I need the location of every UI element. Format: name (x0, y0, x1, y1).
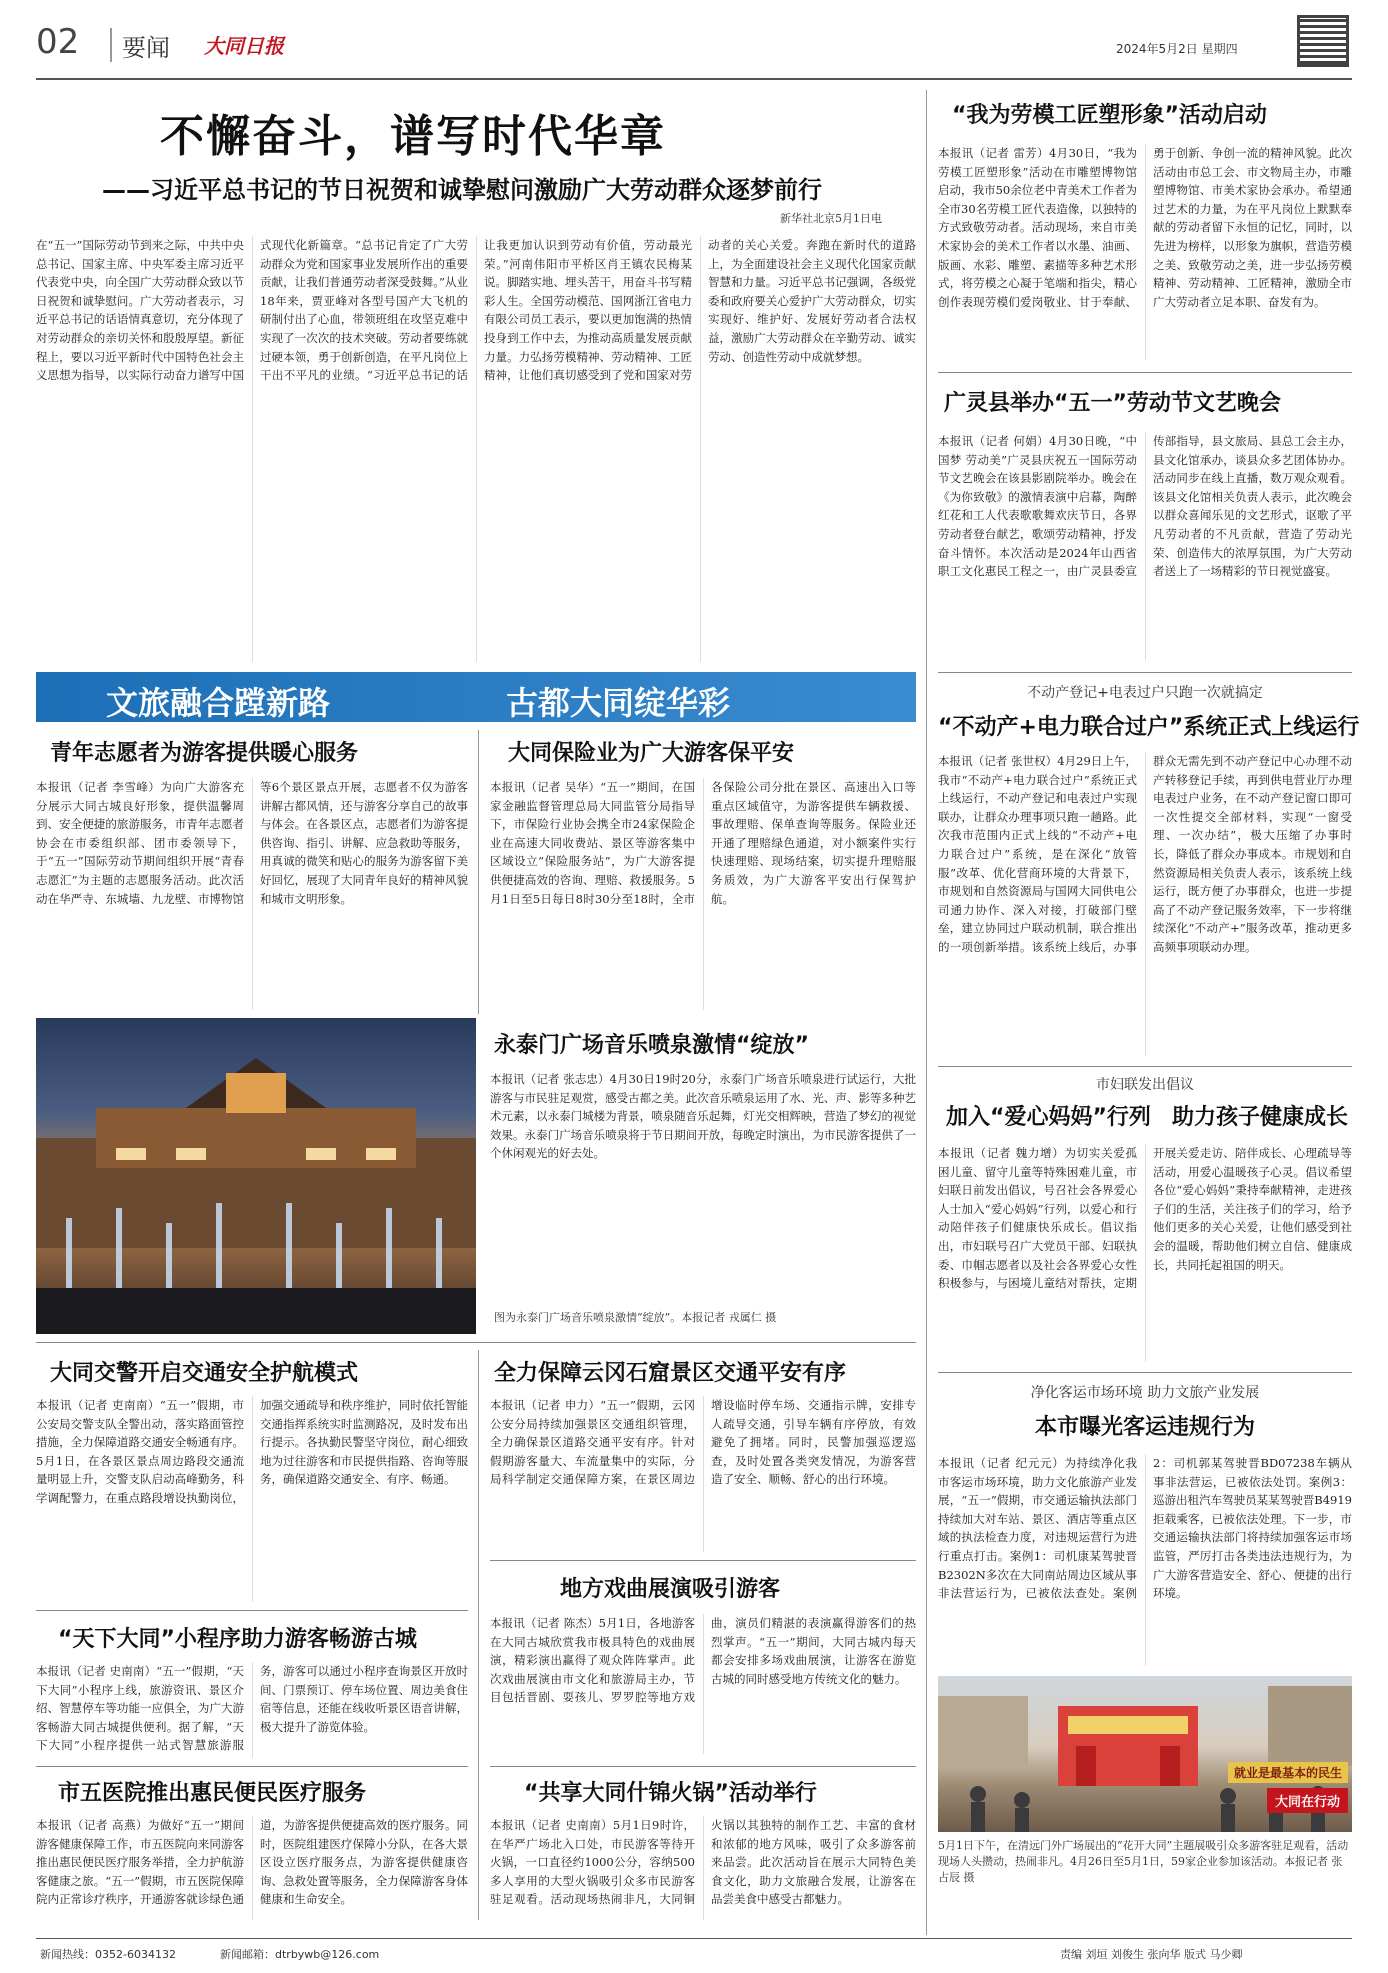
property-kicker: 不动产登记+电表过户只跑一次就搞定 (1027, 685, 1263, 701)
photo-banner: 大同在行动 (1267, 1788, 1348, 1813)
fountain-photo-art (36, 1018, 476, 1334)
fountain-body: 本报讯（记者 张志忠）4月30日19时20分，永泰门广场音乐喷泉进行试运行，大批游客与市民驻足观赏，感受古都之美。此次音乐喷泉运用了水、光、声、影等多种艺术元素，以永泰门城楼为背景，喷泉随音乐起舞，灯光交相辉映，营造了梦幻的视觉效果。永泰门广场音乐喷泉将于节日期间开放，每晚定时演出，为市民游客提供了一个休闲观光的好去处。 (490, 1072, 916, 1161)
miniprogram-body: 本报讯（记者 史南南）“五一”假期，“天下大同”小程序上线，旅游资讯、景区介绍、智慧停车等功能一应俱全，为广大游客畅游大同古城提供便利。据了解，“天下大同”小程序提供一站式智慧旅游服务，游客可以通过小程序查询景区开放时间、门票预订、停车场位置、周边美食住宿等信息，还能在线收听景区语音讲解，极大提升了游览体验。 (36, 1664, 468, 1753)
opera-body: 本报讯（记者 陈杰）5月1日，各地游客在大同古城欣赏我市极具特色的戏曲展演，精彩演出赢得了观众阵阵掌声。此次戏曲展演由市文化和旅游局主办，节目包括晋剧、耍孩儿、罗罗腔等地方戏曲，演员们精湛的表演赢得游客们的热烈掌声。“五一”期间，大同古城内每天都会安排多场戏曲展演，让游客在游览古城的同时感受地方传统文化的魅力。 (490, 1616, 916, 1705)
hotpot-body: 本报讯（记者 史南南）5月1日9时许，在华严广场北入口处，市民游客等待开火锅，一口直径约1000公分，容纳500多人享用的大型火锅吸引众多市民游客驻足观看。活动现场热闹非凡，大同铜火锅以其独特的制作工艺、丰富的食材和浓郁的地方风味，吸引了众多游客前来品尝。此次活动旨在展示大同特色美食文化，助力文旅融合发展，让游客在品尝美食中感受古都魅力。 (490, 1818, 916, 1907)
fountain-photo (36, 1018, 476, 1334)
rule-1 (938, 372, 1352, 373)
rule-4 (938, 1372, 1352, 1373)
volunteers-body: 本报讯（记者 李雪峰）为向广大游客充分展示大同古城良好形象，提供温馨周到、安全便捷的旅游服务，市青年志愿者协会在市委组织部、团市委领导下，于“五一”国际劳动节期间组织开展“青春志愿汇”为主题的志愿服务活动。此次活动在华严寺、东城墙、九龙壁、市博物馆等6个景区景点开展，志愿者不仅为游客讲解古都风情，还与游客分享自己的故事与体会。在各景区点，志愿者们为游客提供咨询、指引、讲解、应急救助等服务，用真诚的微笑和贴心的服务为游客留下美好回忆，展现了大同青年良好的精神风貌和城市文明形象。 (36, 780, 468, 906)
transport-body: 本报讯（记者 纪元元）为持续净化我市客运市场环境，助力文化旅游产业发展，“五一”假期，市交通运输执法部门持续加大对车站、景区、酒店等重点区域的执法检查力度，对违规运营行为进行重点打击。案例1：司机康某驾驶晋B2302N多次在大同南站周边区域从事非法营运行为，已被依法查处。案例2：司机郭某驾驶晋BD07238车辆从事非法营运，已被依法处罚。案例3：巡游出租汽车驾驶员某某驾驶晋B4919拒载乘客，已被依法处理。下一步，市交通运输执法部门将持续加强客运市场监管，严厉打击各类违法违规行为，为广大游客营造安全、舒心、便捷的出行环境。 (938, 1456, 1352, 1601)
women-federation-body: 本报讯（记者 魏力增）为切实关爱孤困儿童、留守儿童等特殊困难儿童，市妇联日前发出倡议，号召社会各界爱心人士加入“爱心妈妈”行列，以爱心和行动陪伴孩子们健康快乐成长。倡议指出，市妇联号召广大党员干部、妇联执委、巾帼志愿者以及社会各界爱心女性积极参与，与困境儿童结对帮扶，定期开展关爱走访、陪伴成长、心理疏导等活动，用爱心温暖孩子心灵。倡议希望各位“爱心妈妈”秉持奉献精神，走进孩子们的生活，关注孩子们的学习，给予他们更多的关心关爱，让他们感受到社会的温暖，帮助他们树立自信、健康成长，共同托起祖国的明天。 (938, 1146, 1352, 1291)
property-headline: “不动产+电力联合过户”系统正式上线运行 (938, 715, 1360, 740)
rule-3 (938, 1066, 1352, 1067)
issue-date: 2024年5月2日 星期四 (1116, 42, 1238, 56)
women-federation-headline-a: 加入“爱心妈妈”行列 (946, 1105, 1151, 1130)
opera-headline: 地方戏曲展演吸引游客 (560, 1577, 781, 1602)
hospital-headline: 市五医院推出惠民便民医疗服务 (58, 1781, 367, 1806)
lower-col-divider (478, 1350, 479, 1920)
rule-2 (938, 672, 1352, 673)
fountain-headline: 永泰门广场音乐喷泉激情“绽放” (494, 1033, 809, 1058)
lead-subheadline: ——习近平总书记的节日祝贺和诚挚慰问激励广大劳动群众逐梦前行 (102, 176, 822, 204)
footer-rule (36, 1938, 1352, 1939)
lead-body: 在“五一”国际劳动节到来之际，中共中央总书记、国家主席、中央军委主席习近平代表党中央，向全国广大劳动群众致以节日祝贺和诚挚慰问。广大劳动者表示，习近平总书记的话语情真意切，充分体现了对劳动群众的亲切关怀和殷殷厚望。新征程上，要以习近平新时代中国特色社会主义思想为指导，以实际行动奋力谱写中国式现代化新篇章。“总书记肯定了广大劳动群众为党和国家事业发展所作出的重要贡献，让我们普通劳动者深受鼓舞。”从业18年来，贾亚峰对各型号国产大飞机的研制付出了心血，带领班组在攻坚克难中实现了一次次的技术突破。劳动者要练就过硬本领，勇于创新创造，在平凡岗位上干出不平凡的业绩。“习近平总书记的话让我更加认识到劳动有价值，劳动最光荣。”河南伟阳市平桥区肖王镇农民梅某说。脚踏实地、埋头苦干，用奋斗书写精彩人生。全国劳动模范、国网浙江省电力有限公司员工表示，要以更加饱满的热情投身到工作中去，为推动高质量发展贡献力量。力弘扬劳模精神、劳动精神、工匠精神，让他们真切感受到了党和国家对劳动者的关心关爱。奔跑在新时代的道路上，为全面建设社会主义现代化国家贡献智慧和力量。习近平总书记强调，各级党委和政府要关心爱护广大劳动群众，切实实现好、维护好、发展好劳动者合法权益，激励广大劳动群众在辛勤劳动、诚实劳动、创造性劳动中成就梦想。 (36, 238, 916, 383)
miniprogram-headline: “天下大同”小程序助力游客畅游古城 (58, 1627, 417, 1652)
volunteers-headline: 青年志愿者为游客提供暖心服务 (50, 741, 359, 766)
footer-editors: 责编 刘垣 刘俊生 张向华 版式 马少卿 (1060, 1948, 1243, 1961)
labor-models-body: 本报讯（记者 雷芳）4月30日，“我为劳模工匠塑形象”活动在市雕塑博物馆启动，我市50余位老中青美术工作者为全市30名劳模工匠代表造像，以独特的方式致敬劳动者。活动现场，来自市美术家协会的美术工作者以水墨、油画、版画、水彩、雕塑、素描等多种艺术形式，将劳模之心凝于笔端和指尖，精心创作表现劳模们爱岗敬业、甘于奉献、勇于创新、争创一流的精神风貌。此次活动由市总工会、市文物局主办，市雕塑博物馆、市美术家协会承办。希望通过艺术的力量，为在平凡岗位上默默奉献的劳动者留下永恒的记忆，同时，以先进为榜样，以形象为旗帜，营造劳模之美、致敬劳动之美，进一步弘扬劳模精神、劳动精神、工匠精神，激励全市广大劳动者立足本职、奋发有为。 (938, 146, 1352, 309)
yungang-headline: 全力保障云冈石窟景区交通平安有序 (494, 1361, 847, 1386)
insurance-body: 本报讯（记者 吴华）“五一”期间，在国家金融监督管理总局大同监管分局指导下，市保险行业协会携全市24家保险企业在高速大同收费站、景区等游客集中区域设立“保险服务站”，为广大游客提供便捷高效的咨询、理赔、救援服务。5月1日至5日每日8时30分至18时，全市各保险公司分批在景区、高速出入口等重点区域值守，为游客提供车辆救援、事故理赔、保单查询等服务。保险业还开通了理赔绿色通道，对小额案件实行快速理赔、现场结案，切实提升理赔服务质效，为广大游客平安出行保驾护航。 (490, 780, 916, 906)
tourism-banner-title-a: 文旅融合蹚新路 (106, 684, 331, 722)
guangling-headline: 广灵县举办“五一”劳动节文艺晚会 (944, 391, 1281, 416)
hotpot-headline: “共享大同什锦火锅”活动举行 (524, 1781, 817, 1806)
women-federation-headline-b: 助力孩子健康成长 (1172, 1105, 1349, 1130)
fair-photo (938, 1676, 1352, 1832)
rule-8 (36, 1766, 468, 1767)
guangling-body: 本报讯（记者 何娟）4月30日晚，“中国梦 劳动美”广灵县庆祝五一国际劳动节文艺晚会在该县影剧院举办。晚会在《为你致敬》的激情表演中启幕，陶醉红花和工人代表歌歌舞欢庆节日，各界劳动者登台献艺，歌颂劳动精神，抒发奋斗情怀。本次活动是2024年山西省职工文化惠民工程之一，由广灵县委宣传部指导，县文旅局、县总工会主办，县文化馆承办，谈县众多艺团体协办。活动同步在线上直播，数万观众观看。该县文化馆相关负责人表示，此次晚会以群众喜闻乐见的文艺形式，讴歌了平凡劳动者的不凡贡献，营造了劳动光荣、创造伟大的浓厚氛围，为广大劳动者送上了一场精彩的节日视觉盛宴。 (938, 434, 1352, 579)
tourism-banner (36, 672, 916, 722)
traffic-headline: 大同交警开启交通安全护航模式 (50, 1361, 359, 1386)
footer-phone: 新闻热线：0352-6034132 (40, 1948, 176, 1961)
footer-email: 新闻邮箱：dtrbywb@126.com (220, 1948, 380, 1961)
insurance-headline: 大同保险业为广大游客保平安 (508, 741, 795, 766)
section-label: 要闻 (122, 34, 170, 62)
page-number: 02 (36, 22, 80, 62)
qr-code-icon (1300, 18, 1346, 64)
lead-headline: 不懈奋斗，谱写时代华章 (160, 111, 666, 162)
transport-headline: 本市曝光客运违规行为 (1034, 1415, 1255, 1440)
traffic-body: 本报讯（记者 吏南南）“五一”假期，市公安局交警支队全警出动，落实路面管控措施，全力保障道路交通安全畅通有序。5月1日，在各景区景点周边路段交通流量明显上升，交警支队启动高峰勤务，科学调配警力，在重点路段增设执勤岗位，加强交通疏导和秩序维护，同时依托智能交通指挥系统实时监测路况，及时发布出行提示。各执勤民警坚守岗位，耐心细致地为过往游客和市民提供指路、咨询等服务，确保道路交通安全、有序、畅通。 (36, 1398, 468, 1505)
transport-kicker: 净化客运市场环境 助力文旅产业发展 (1030, 1385, 1260, 1401)
section-divider (110, 28, 112, 62)
property-body: 本报讯（记者 张世权）4月29日上午，我市“不动产+电力联合过户”系统正式上线运行，不动产登记和电表过户实现联办，让群众办理事项只跑一趟路。此次我市范围内正式上线的“不动产+电力联合过户”系统，是在深化“放管服”改革、优化营商环境的大背景下，市规划和自然资源局与国网大同供电公司通力协作、深入对接，打破部门壁垒，建立协同过户联动机制，联合推出的一项创新举措。该系统上线后，办事群众无需先到不动产登记中心办理不动产转移登记手续，再到供电营业厅办理电表过户业务，在不动产登记窗口即可一次性提交全部材料，实现“一窗受理、一次办结”，极大压缩了办事时长，降低了群众办事成本。市规划和自然资源局相关负责人表示，该系统上线运行，既方便了办事群众，也进一步提高了不动产登记服务效率，下一步将继续深化“不动产+”服务改革，推动更多高频事项联动办理。 (938, 754, 1352, 954)
hospital-body: 本报讯（记者 高燕）为做好“五一”期间游客健康保障工作，市五医院向来同游客推出惠民便民医疗服务举措，全力护航游客健康之旅。“五一”假期，市五医院保障院内正常诊疗秩序，开通游客就诊绿色通道，为游客提供便捷高效的医疗服务。同时，医院组建医疗保障小分队，在各大景区设立医疗服务点，为游客提供健康咨询、急救处置等服务，全力保障游客身体健康和生命安全。 (36, 1818, 468, 1907)
newspaper-name: 大同日报 (204, 34, 284, 58)
masthead (36, 18, 1352, 78)
women-federation-kicker: 市妇联发出倡议 (1096, 1077, 1194, 1093)
rule-6 (490, 1560, 916, 1561)
labor-models-headline: “我为劳模工匠塑形象”活动启动 (952, 103, 1267, 128)
yungang-body: 本报讯（记者 申力）“五一”假期，云冈公安分局持续加强景区交通组织管理，全力确保景区道路交通平安有序。针对假期游客量大、车流量集中的实际，分局科学制定交通保障方案，在景区周边增设临时停车场、交通指示牌，安排专人疏导交通，引导车辆有序停放，有效避免了拥堵。同时，民警加强巡逻巡查，及时处置各类突发情况，为游客营造了安全、顺畅、舒心的出行环境。 (490, 1398, 916, 1487)
right-column-divider (926, 90, 927, 1935)
fair-photo-caption: 5月1日下午，在清远门外广场展出的“花开大同”主题展吸引众多游客驻足观看，活动现场人头攒动，热闹非凡。4月26日至5月1日，59家企业参加该活动。本报记者 张占辰 摄 (938, 1839, 1349, 1884)
banner-col-divider (478, 730, 479, 1014)
rule-7 (36, 1610, 468, 1611)
fountain-photo-caption: 图为永泰门广场音乐喷泉激情“绽放”。本报记者 戎属仁 摄 (494, 1311, 777, 1324)
photo-tag: 就业是最基本的民生 (1228, 1762, 1348, 1783)
lead-byline: 新华社北京5月1日电 (780, 212, 882, 225)
rule-5 (36, 1342, 916, 1343)
masthead-rule (36, 78, 1352, 80)
tourism-banner-title-b: 古都大同绽华彩 (506, 684, 731, 722)
rule-9 (490, 1766, 916, 1767)
